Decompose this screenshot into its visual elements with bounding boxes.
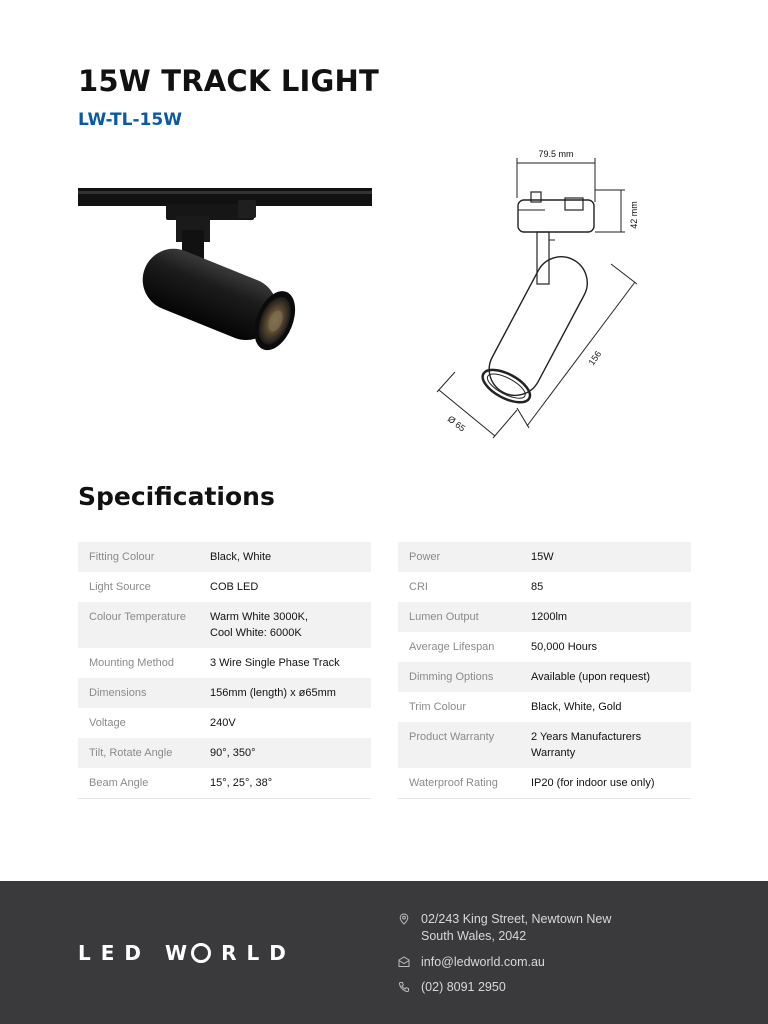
led-world-logo xyxy=(78,941,296,965)
spec-label: Lumen Output xyxy=(409,611,479,623)
specifications-heading: Specifications xyxy=(78,482,275,511)
spec-row xyxy=(78,738,371,768)
track-light-photo-illustration xyxy=(78,160,372,400)
spec-value: Black, White, Gold xyxy=(531,701,622,713)
spec-label: Trim Colour xyxy=(409,701,467,713)
spec-row xyxy=(78,542,371,572)
logo-text-w: W xyxy=(165,941,192,965)
product-photo xyxy=(78,160,372,400)
logo-o-mark-icon xyxy=(191,943,211,963)
width-label: 79.5 mm xyxy=(538,149,574,159)
contact-email xyxy=(398,954,631,971)
spec-value: 85 xyxy=(531,581,544,593)
specs-table-right xyxy=(398,542,691,799)
spec-value: 2 Years Manufacturers Warranty xyxy=(531,731,642,759)
spec-label: Product Warranty xyxy=(409,731,495,743)
spec-label: Dimensions xyxy=(89,687,147,699)
spec-value: 240V xyxy=(210,717,236,729)
line-drawing xyxy=(425,140,655,440)
model-number: LW-TL-15W xyxy=(78,110,182,130)
spec-value: 3 Wire Single Phase Track xyxy=(210,657,340,669)
spec-label: Fitting Colour xyxy=(89,551,155,563)
spec-row xyxy=(78,708,371,738)
spec-row xyxy=(398,662,691,692)
diameter-label: Ø 65 xyxy=(445,413,468,434)
spec-value: 156mm (length) x ø65mm xyxy=(210,687,336,699)
spec-value: Warm White 3000K, Cool White: 6000K xyxy=(210,611,309,639)
phone-icon xyxy=(398,981,410,993)
spec-value: COB LED xyxy=(210,581,259,593)
spec-row xyxy=(78,602,371,648)
spec-label: Light Source xyxy=(89,581,151,593)
mail-icon xyxy=(398,956,410,968)
spec-row xyxy=(398,632,691,662)
spec-label: Colour Temperature xyxy=(89,611,187,623)
spec-label: Voltage xyxy=(89,717,126,729)
spec-value: Available (upon request) xyxy=(531,671,651,683)
location-pin-icon xyxy=(398,913,410,925)
spec-label: CRI xyxy=(409,581,428,593)
spec-row xyxy=(398,722,691,768)
email-link[interactable]: info@ledworld.com.au xyxy=(421,955,545,969)
spec-label: Beam Angle xyxy=(89,777,149,789)
spec-label: Waterproof Rating xyxy=(409,777,498,789)
height-label: 42 mm xyxy=(629,201,639,229)
logo-text-rld: RLD xyxy=(221,941,296,965)
footer xyxy=(0,881,768,1024)
spec-row xyxy=(398,768,691,799)
spec-value: IP20 (for indoor use only) xyxy=(531,777,655,789)
length-label: 156 xyxy=(586,349,604,368)
address-text: 02/243 King Street, Newtown New South Wales, 2042 xyxy=(421,912,612,943)
specs-table-left xyxy=(78,542,371,799)
spec-label: Power xyxy=(409,551,441,563)
spec-value: 15W xyxy=(531,551,554,563)
spec-value: 50,000 Hours xyxy=(531,641,598,653)
page-title: 15W TRACK LIGHT xyxy=(78,64,379,98)
spec-value: 1200lm xyxy=(531,611,568,623)
spec-row xyxy=(398,692,691,722)
spec-row xyxy=(398,542,691,572)
contact-phone xyxy=(398,979,631,996)
spec-value: 15°, 25°, 38° xyxy=(210,777,273,789)
spec-label: Average Lifespan xyxy=(409,641,495,653)
logo-text-led: LED xyxy=(78,941,152,965)
spec-row xyxy=(78,572,371,602)
contact-address xyxy=(398,911,631,945)
spec-label: Dimming Options xyxy=(409,671,494,683)
spec-row xyxy=(78,768,371,799)
spec-label: Tilt, Rotate Angle xyxy=(89,747,173,759)
spec-value: 90°, 350° xyxy=(210,747,256,759)
spec-row xyxy=(78,648,371,678)
spec-row xyxy=(398,572,691,602)
spec-value: Black, White xyxy=(210,551,272,563)
spec-row xyxy=(78,678,371,708)
spec-row xyxy=(398,602,691,632)
dimension-drawing xyxy=(425,140,655,440)
spec-label: Mounting Method xyxy=(89,657,174,669)
phone-link[interactable]: (02) 8091 2950 xyxy=(421,980,506,994)
